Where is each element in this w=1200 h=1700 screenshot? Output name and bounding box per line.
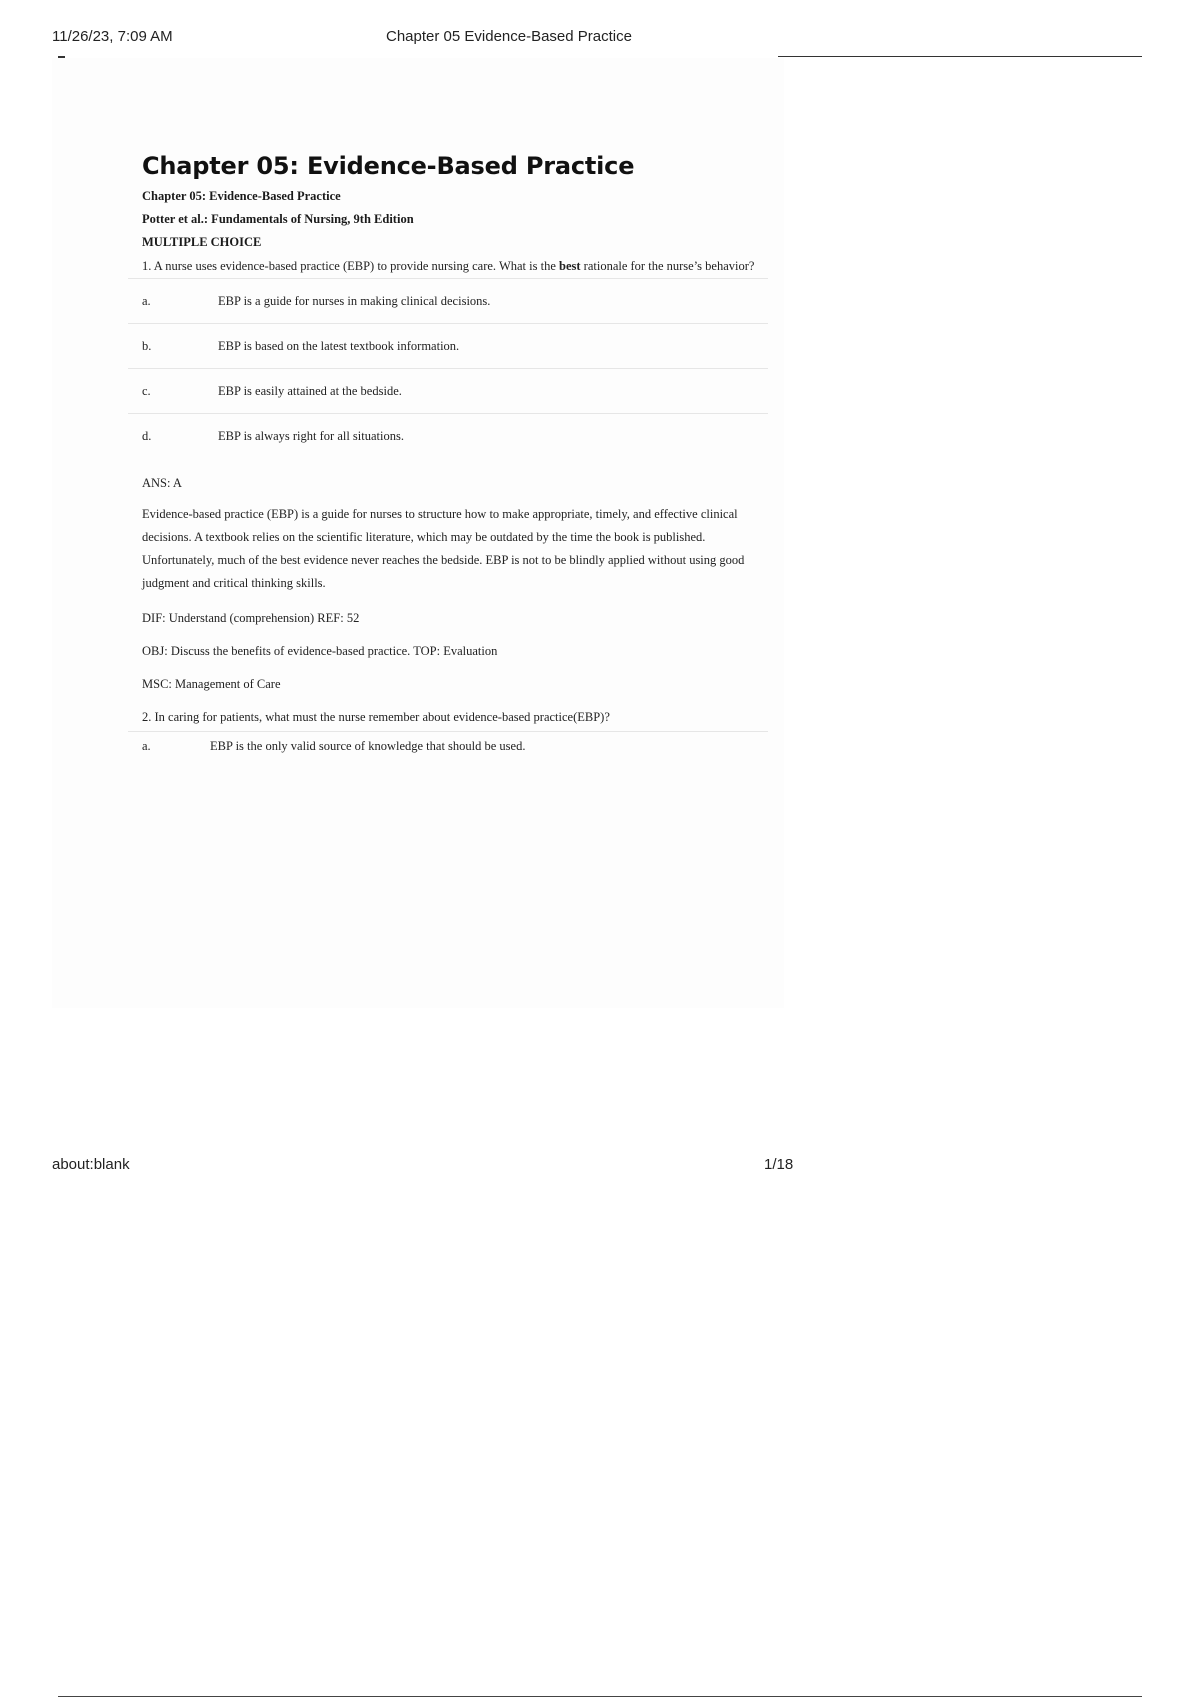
option-text: EBP is always right for all situations. <box>218 428 404 443</box>
section-label: MULTIPLE CHOICE <box>142 235 262 249</box>
option-row <box>128 368 768 413</box>
option-letter: b. <box>142 338 152 353</box>
document-content <box>142 152 770 760</box>
bottom-rule <box>58 1696 1142 1697</box>
question-1-options <box>128 278 768 458</box>
question-1-emphasis: best <box>559 259 581 273</box>
page-title: Chapter 05: Evidence-Based Practice <box>142 152 635 180</box>
objective-line: OBJ: Discuss the benefits of evidence-based practice. TOP: Evaluation <box>142 644 498 658</box>
question-1-text-end: rationale for the nurse’s behavior? <box>580 259 755 273</box>
page-counter: 1/18 <box>764 1156 794 1173</box>
option-letter: a. <box>142 738 151 753</box>
question-1-text-start: 1. A nurse uses evidence-based practice (EBP) to provide nursing care. What is the <box>142 259 560 273</box>
option-letter: d. <box>142 428 152 443</box>
question-1-text <box>142 255 770 278</box>
print-document-title: Chapter 05 Evidence-Based Practice <box>386 28 632 45</box>
question-2-text: 2. In caring for patients, what must the nurse remember about evidence-based practice(EBP)? <box>142 710 610 724</box>
option-text: EBP is based on the latest textbook information. <box>218 338 460 353</box>
print-header <box>52 28 1148 50</box>
option-row <box>128 278 768 323</box>
option-text: EBP is the only valid source of knowledge that should be used. <box>210 738 526 753</box>
print-datetime: 11/26/23, 7:09 AM <box>52 28 173 45</box>
answer-line: ANS: A <box>142 476 182 490</box>
question-2-options <box>128 731 768 760</box>
option-row <box>128 731 768 760</box>
difficulty-line: DIF: Understand (comprehension) REF: 52 <box>142 611 360 625</box>
book-line: Potter et al.: Fundamentals of Nursing, 9th Edition <box>142 212 414 226</box>
header-rule <box>778 56 1142 57</box>
option-text: EBP is easily attained at the bedside. <box>218 383 402 398</box>
option-text: EBP is a guide for nurses in making clinical decisions. <box>218 293 491 308</box>
print-url: about:blank <box>52 1156 130 1173</box>
option-row <box>128 323 768 368</box>
rationale-text: Evidence-based practice (EBP) is a guide for nurses to structure how to make appropriate, timely, and effective clinical decisions. A textbook relies on the scientific literature, which may be outdated by the time the book is published. Unfortunately, much of the best evidence never reaches the bedside. EBP is not to be blindly applied without using good judgment and critical thinking skills. <box>142 507 745 590</box>
option-row <box>128 413 768 458</box>
chapter-line: Chapter 05: Evidence-Based Practice <box>142 189 341 203</box>
msc-line: MSC: Management of Care <box>142 677 281 691</box>
option-letter: a. <box>142 293 151 308</box>
option-letter: c. <box>142 383 151 398</box>
